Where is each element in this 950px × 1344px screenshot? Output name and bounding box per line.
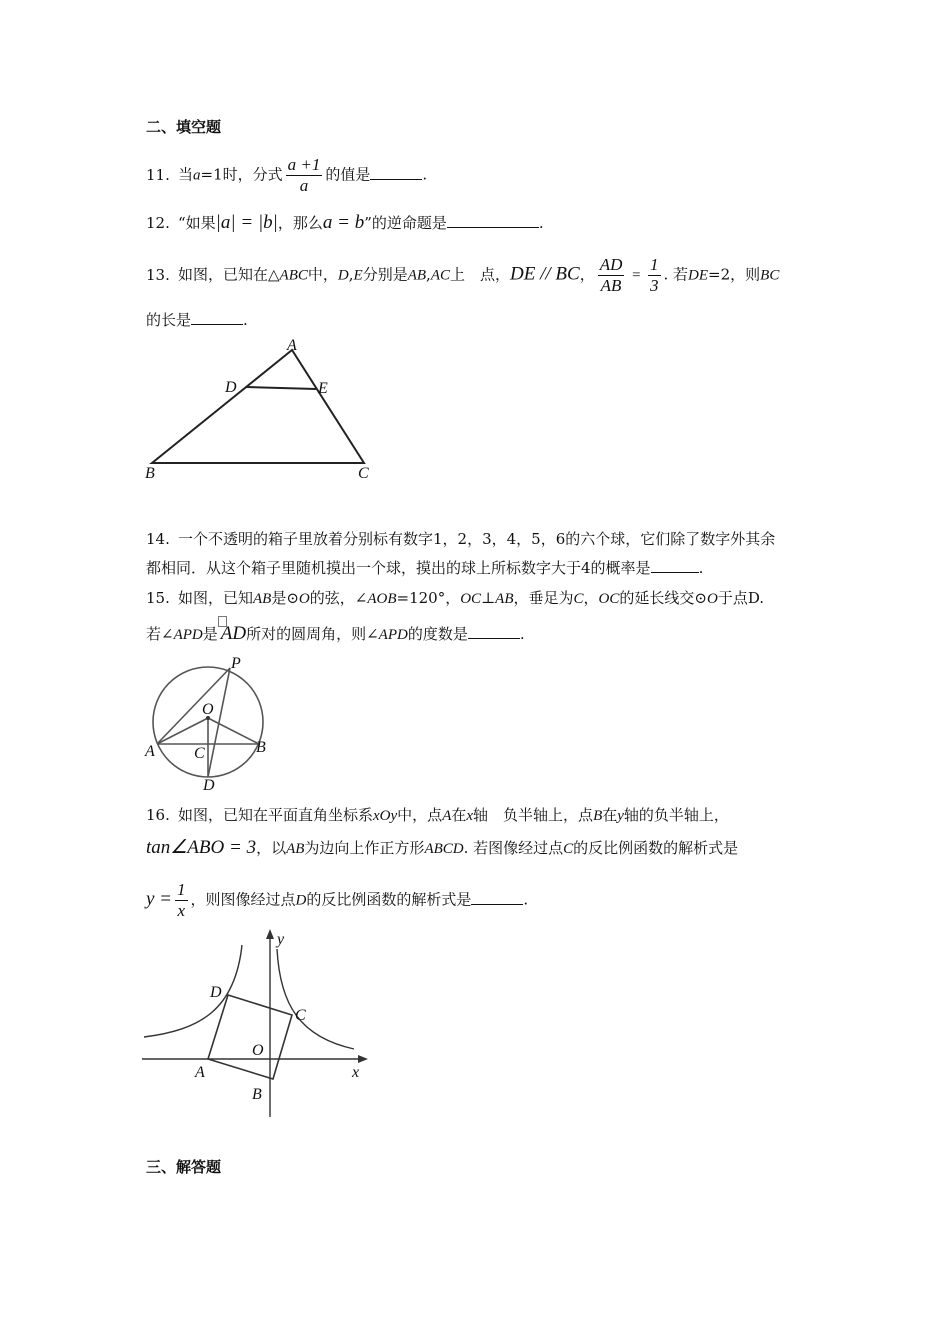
answer-blank[interactable] <box>191 308 243 325</box>
question-11: 11. 当a=1时，分式 $\frac{a +1}{a}$ 的值是 . <box>146 155 428 195</box>
section-title-fill-in: 二、填空题 <box>146 118 222 136</box>
question-13: 13. 如图，已知在△ABC中，D,E分别是AB,AC上 点，DE // BC， $\frac{AD}{AB}$ = $\frac{1}{3}$ . 若DE=2，则BC <box>146 255 780 295</box>
label-c: C <box>295 1007 306 1024</box>
label-p: P <box>231 655 241 672</box>
question-15-line2: 若∠APD是 AD所对的圆周角，则∠APD的度数是 . <box>146 616 820 650</box>
label-c: C <box>358 465 369 482</box>
segment-pd <box>208 668 230 777</box>
label-d: D <box>225 379 237 396</box>
label-a: A <box>287 337 297 354</box>
question-13-line2: 的长是 . <box>146 305 820 335</box>
label-o: O <box>252 1042 264 1059</box>
figure-16-coordinate <box>140 925 380 1120</box>
question-14: 14. 一个不透明的箱子里放着分别标有数字1，2，3，4，5，6的六个球，它们除了数字外其余 <box>146 524 820 554</box>
fraction: $\frac{a +1}{a}$ <box>287 155 321 195</box>
answer-blank[interactable] <box>468 622 520 639</box>
section-title-answer: 三、解答题 <box>146 1158 222 1176</box>
label-a: A <box>195 1064 205 1081</box>
question-number: 12. <box>146 214 170 232</box>
curve-c <box>277 949 354 1049</box>
question-number: 11. <box>146 165 170 184</box>
question-number: 15. <box>146 589 170 607</box>
question-number: 16. <box>146 806 170 824</box>
question-16-line3: y = $\frac{1}{x}$ ，则图像经过点D的反比例函数的解析式是 . <box>146 880 529 920</box>
label-e: E <box>318 380 328 397</box>
answer-blank[interactable] <box>447 211 539 228</box>
question-number: 13. <box>146 265 170 284</box>
label-d: D <box>210 984 222 1001</box>
figure-15-circle <box>140 652 290 794</box>
label-x: x <box>352 1064 360 1081</box>
question-16: 16. 如图，已知在平面直角坐标系xOy中，点A在x轴 负半轴上，点B在y轴的负半轴上， <box>146 800 820 831</box>
answer-blank[interactable] <box>370 163 422 180</box>
label-c: C <box>194 745 205 762</box>
label-a: A <box>145 743 155 760</box>
label-b: B <box>145 465 155 482</box>
triangle-abc <box>152 350 364 463</box>
label-d: D <box>203 777 215 794</box>
segment-de <box>246 387 316 389</box>
label-o: O <box>202 701 214 718</box>
label-y: y <box>277 931 285 948</box>
question-15: 15. 如图，已知AB是⊙O的弦，∠AOB=120°，OC⊥AB，垂足为C，OC的延长线交⊙O于点D. <box>146 583 820 614</box>
curve-d <box>144 945 242 1037</box>
question-14-line2: 都相同．从这个箱子里随机摸出一个球，摸出的球上所标数字大于4的概率是 . <box>146 553 820 583</box>
segment-ap <box>157 668 230 744</box>
figure-13-triangle <box>140 335 390 485</box>
question-16-line2: tan∠ABO = 3，以AB为边向上作正方形ABCD. 若图像经过点C的反比例函数的解析式是 <box>146 837 739 858</box>
question-number: 14. <box>146 530 170 548</box>
answer-blank[interactable] <box>471 888 523 905</box>
label-b: B <box>252 1086 262 1103</box>
answer-blank[interactable] <box>651 556 699 573</box>
question-12: 12. “如果|a| = |b|，那么a = b”的逆命题是 . <box>146 208 820 238</box>
label-b: B <box>256 739 266 756</box>
square-abcd <box>208 995 292 1079</box>
